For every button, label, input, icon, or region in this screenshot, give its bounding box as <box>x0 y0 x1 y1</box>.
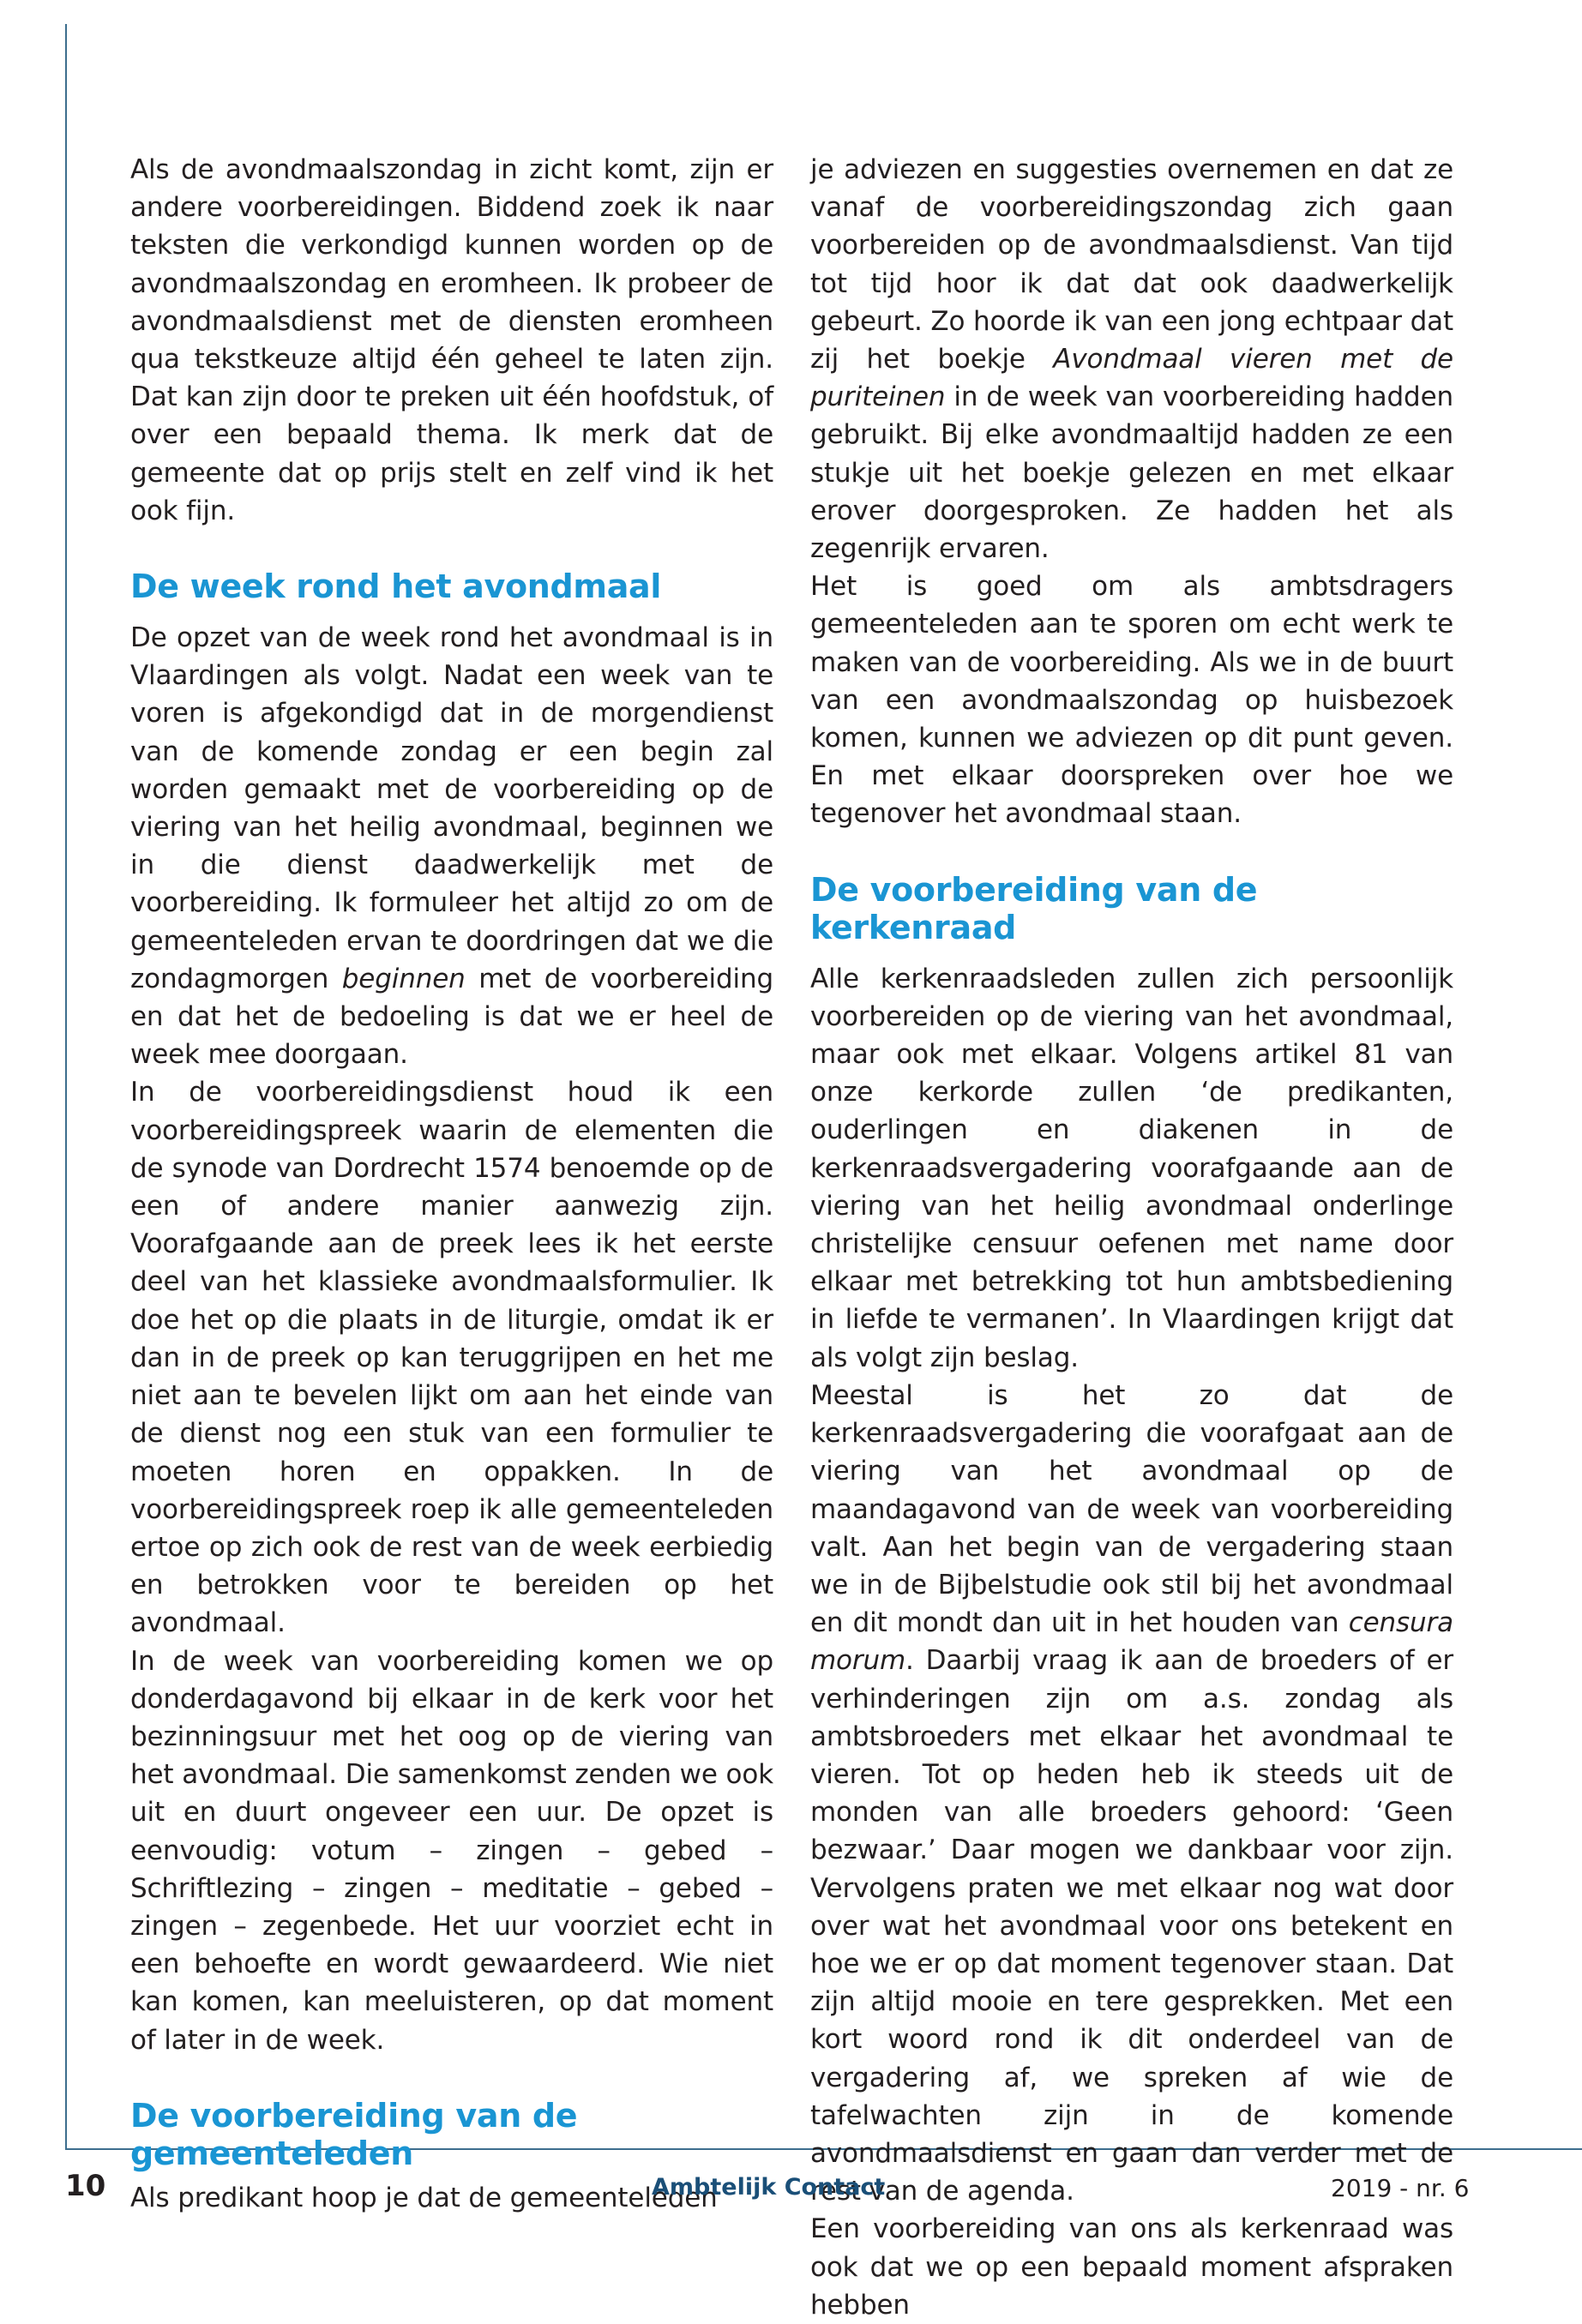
section-heading: De voorbereiding van de gemeenteleden <box>130 2096 578 2172</box>
section-heading: De voorbereiding van de kerkenraad <box>810 870 1258 946</box>
left-margin-rule <box>65 24 67 2150</box>
paragraph: Als predikant hoop je dat de gemeenteleden <box>130 2182 718 2213</box>
paragraph: Het is goed om als ambtsdragers gemeenteleden aan te sporen om echt werk te maken van de voorbereiding. Als we in de buurt van een avondmaalszondag op huisbezoek komen, kunnen we adviezen op dit punt geven. En met elkaar doorspreken over hoe we tegenover het avondmaal staan. <box>810 571 1453 830</box>
paragraph: Meestal is het zo dat de kerkenraadsvergadering die voorafgaat aan de viering van het avondmaal op de maandagavond van de week van voorbereiding valt. Aan het begin van de vergadering staan we in de Bijbelstudie ook stil bij het avondmaal en dit mondt dan uit in het houden van censura morum. Daarbij vraag ik aan de broeders of er verhinderingen zijn om a.s. zondag als ambtsbroeders met elkaar het avondmaal te vieren. Tot op heden heb ik steeds uit de monden van alle broeders gehoord: ‘Geen bezwaar.’ Daar mogen we dankbaar voor zijn. Vervolgens praten we met elkaar nog wat door over wat het avondmaal voor ons betekent en hoe we er op dat moment tegenover staan. Dat zijn altijd mooie en tere gesprekken. Met een kort woord rond ik dit onderdeel van de vergadering af, we spreken af wie de tafelwachten zijn in de komende avondmaalsdienst en gaan dan verder met de rest van de agenda. <box>810 1379 1453 2207</box>
page-number: 10 <box>65 2169 106 2203</box>
emphasis: censura morum <box>810 1607 1453 1677</box>
paragraph: Alle kerkenraadsleden zullen zich persoonlijk voorbereiden op de viering van het avondmaal, maar ook met elkaar. Volgens artikel 81 van onze kerkorde zullen ‘de predikanten, ouderlingen en diakenen in de kerkenraadsvergadering voorafgaande aan de viering van het heilig avondmaal onderlinge christelijke censuur oefenen met name door elkaar met betrekking tot hun ambtsbediening in liefde te vermanen’. In Vlaardingen krijgt dat als volgt zijn beslag. <box>810 963 1453 1373</box>
paragraph: In de voorbereidingsdienst houd ik een voorbereidingspreek waarin de elementen die de synode van Dordrecht 1574 benoemde op de een of andere manier aanwezig zijn. Voorafgaande aan de preek lees ik het eerste deel van het klassieke avondmaalsformulier. Ik doe het op die plaats in de liturgie, omdat ik er dan in de preek op kan teruggrijpen en het me niet aan te bevelen lijkt om aan het einde van de dienst nog een stuk van een formulier te moeten horen en oppakken. In de voorbereidingspreek roep ik alle gemeenteleden ertoe op zich ook de rest van de week eerbiedig en betrokken voor te bereiden op het avondmaal. <box>130 1077 773 1639</box>
paragraph: In de week van voorbereiding komen we op donderdagavond bij elkaar in de kerk voor het bezinningsuur met het oog op de viering van het avondmaal. Die samenkomst zenden we ook uit en duurt ongeveer een uur. De opzet is eenvoudig: votum – zingen – gebed – Schriftlezing – zingen – meditatie – gebed – zingen – zegenbede. Het uur voorziet echt in een behoefte en wordt gewaardeerd. Wie niet kan komen, kan meeluisteren, op dat moment of later in de week. <box>130 1645 773 2056</box>
book-title: Avondmaal vieren met de puriteinen <box>810 344 1453 413</box>
section-heading: De week rond het avondmaal <box>130 567 662 606</box>
paragraph: Als de avondmaalszondag in zicht komt, zijn er andere voorbereidingen. Biddend zoek ik naar teksten die verkondigd kunnen worden op de avondmaalszondag en eromheen. Ik probeer de avondmaalsdienst met de diensten eromheen qua tekstkeuze altijd één geheel te laten zijn. Dat kan zijn door te preken uit één hoofdstuk, of over een bepaald thema. Ik merk dat de gemeente dat op prijs stelt en zelf vind ik het ook fijn. <box>130 154 773 526</box>
emphasis: beginnen <box>341 963 466 994</box>
paragraph: De opzet van de week rond het avondmaal is in Vlaardingen als volgt. Nadat een week van te voren is afgekondigd dat in de morgendienst van de komende zondag er een begin zal worden gemaakt met de voorbereiding op de viering van het heilig avondmaal, beginnen we in die dienst daadwerkelijk met de voorbereiding. Ik formuleer het altijd zo om de gemeenteleden ervan te doordringen dat we die zondagmorgen beginnen met de voorbereiding en dat het de bedoeling is dat we er heel de week mee doorgaan. <box>130 622 773 1071</box>
paragraph: Een voorbereiding van ons als kerkenraad was ook dat we op een bepaald moment afspraken hebben <box>810 2213 1453 2321</box>
right-column <box>810 151 1453 2324</box>
magazine-title: Ambtelijk Contact <box>652 2174 886 2201</box>
paragraph: je adviezen en suggesties overnemen en dat ze vanaf de voorbereidingszondag zich gaan voorbereiden op de avondmaalsdienst. Van tijd tot tijd hoor ik dat dat ook daadwerkelijk gebeurt. Zo hoorde ik van een jong echtpaar dat zij het boekje Avondmaal vieren met de puriteinen in de week van voorbereiding hadden gebruikt. Bij elke avondmaaltijd hadden ze een stukje uit het boekje gelezen en met elkaar erover doorgesproken. Ze hadden het als zegenrijk ervaren. <box>810 154 1453 565</box>
left-column <box>130 151 773 2217</box>
issue-label: 2019 - nr. 6 <box>1331 2174 1470 2202</box>
